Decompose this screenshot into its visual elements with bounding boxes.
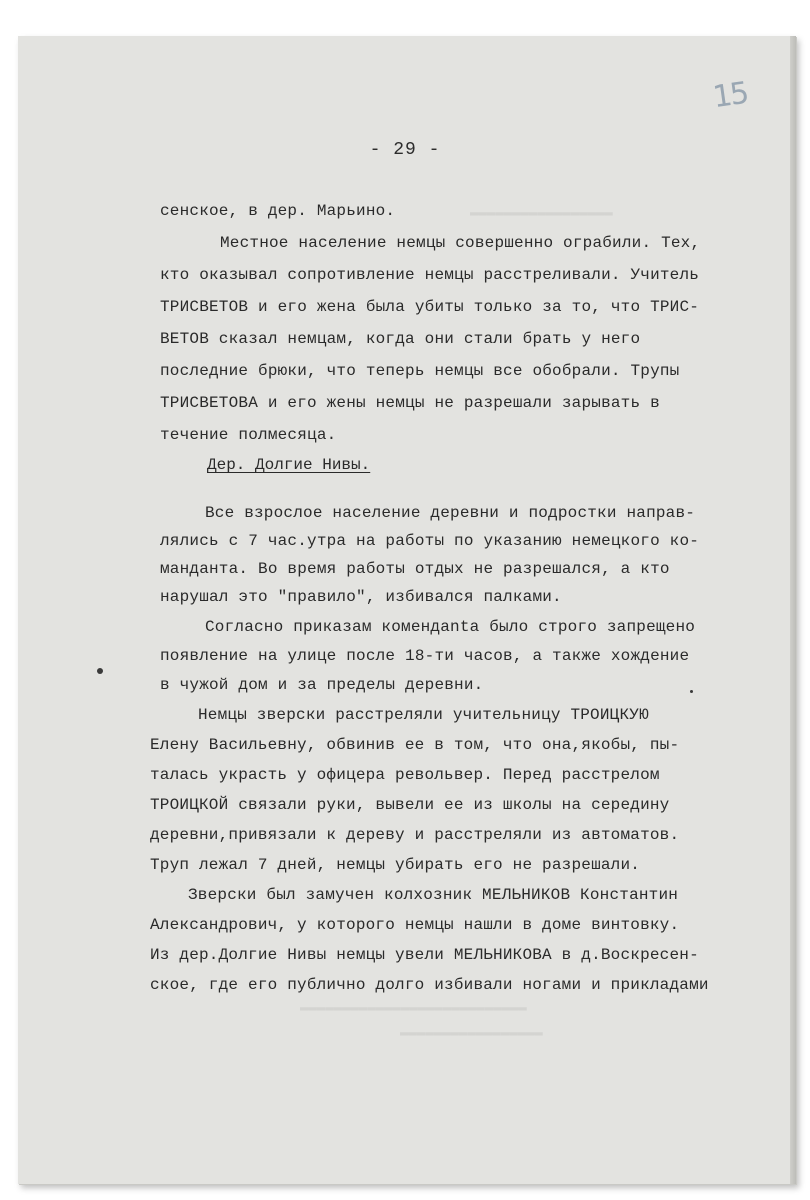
show-through-text: ▬▬▬▬▬▬▬▬▬▬▬▬▬▬▬▬▬▬▬▬▬▬▬▬▬▬▬	[300, 1000, 527, 1016]
text-line: появление на улице после 18-ти часов, а также хождение	[160, 647, 690, 665]
text-line: Согласно приказам комендanta было строго запрещено	[205, 618, 696, 636]
archive-folio-number: 15	[710, 75, 750, 116]
text-line: сенское, в дер. Марьино.	[160, 202, 396, 220]
text-line: последние брюки, что теперь немцы все обобрали. Трупы	[160, 362, 680, 380]
text-line: в чужой дом и за пределы деревни.	[160, 676, 484, 694]
text-line: деревни,привязали к дереву и расстреляли из автоматов.	[150, 826, 680, 844]
text-line: Александрович, у которого немцы нашли в доме винтовку.	[150, 916, 680, 934]
text-line: лялись с 7 час.утра на работы по указанию немецкого ко-	[160, 532, 700, 550]
text-line: Зверски был замучен колхозник МЕЛЬНИКОВ Константин	[188, 886, 679, 904]
text-line: ТРИСВЕТОВ и его жена была убиты только за то, что ТРИС-	[160, 298, 700, 316]
page-number: - 29 -	[369, 140, 441, 160]
text-line: талась украсть у офицера револьвер. Перед расстрелом	[150, 766, 660, 784]
text-line: Труп лежал 7 дней, немцы убирать его не разрешали.	[150, 856, 641, 874]
text-line: Елену Васильевну, обвинив ее в том, что она,якобы, пы-	[150, 736, 680, 754]
text-line: манданта. Во время работы отдых не разрешался, а кто	[160, 560, 670, 578]
ink-speck	[690, 690, 693, 693]
text-line: Местное население немцы совершенно ограбили. Тех,	[220, 234, 701, 252]
text-line: ское, где его публично долго избивали ногами и прикладами	[150, 976, 709, 994]
page-edge	[790, 36, 796, 1184]
text-line: нарушал это "правило", избивался палками.	[160, 588, 562, 606]
text-line: кто оказывал сопротивление немцы расстреливали. Учитель	[160, 266, 700, 284]
text-line: ВЕТОВ сказал немцам, когда они стали брать у него	[160, 330, 641, 348]
ink-speck	[97, 668, 103, 674]
text-line: Немцы зверски расстреляли учительницу ТРОИЦКУЮ	[198, 706, 649, 724]
show-through-text: ▬▬▬▬▬▬▬▬▬▬▬▬▬▬▬▬▬	[470, 205, 613, 221]
show-through-text: ▬▬▬▬▬▬▬▬▬▬▬▬▬▬▬▬▬	[400, 1025, 543, 1041]
section-heading: Дер. Долгие Нивы.	[207, 456, 371, 474]
text-line: ТРИСВЕТОВА и его жены немцы не разрешали зарывать в	[160, 394, 660, 412]
text-line: Все взрослое население деревни и подростки направ-	[205, 504, 696, 522]
text-line: Из дер.Долгие Нивы немцы увели МЕЛЬНИКОВА в д.Воскресен-	[150, 946, 699, 964]
text-line: течение полмесяца.	[160, 426, 337, 444]
text-line: ТРОИЦКОЙ связали руки, вывели ее из школы на середину	[150, 796, 670, 814]
